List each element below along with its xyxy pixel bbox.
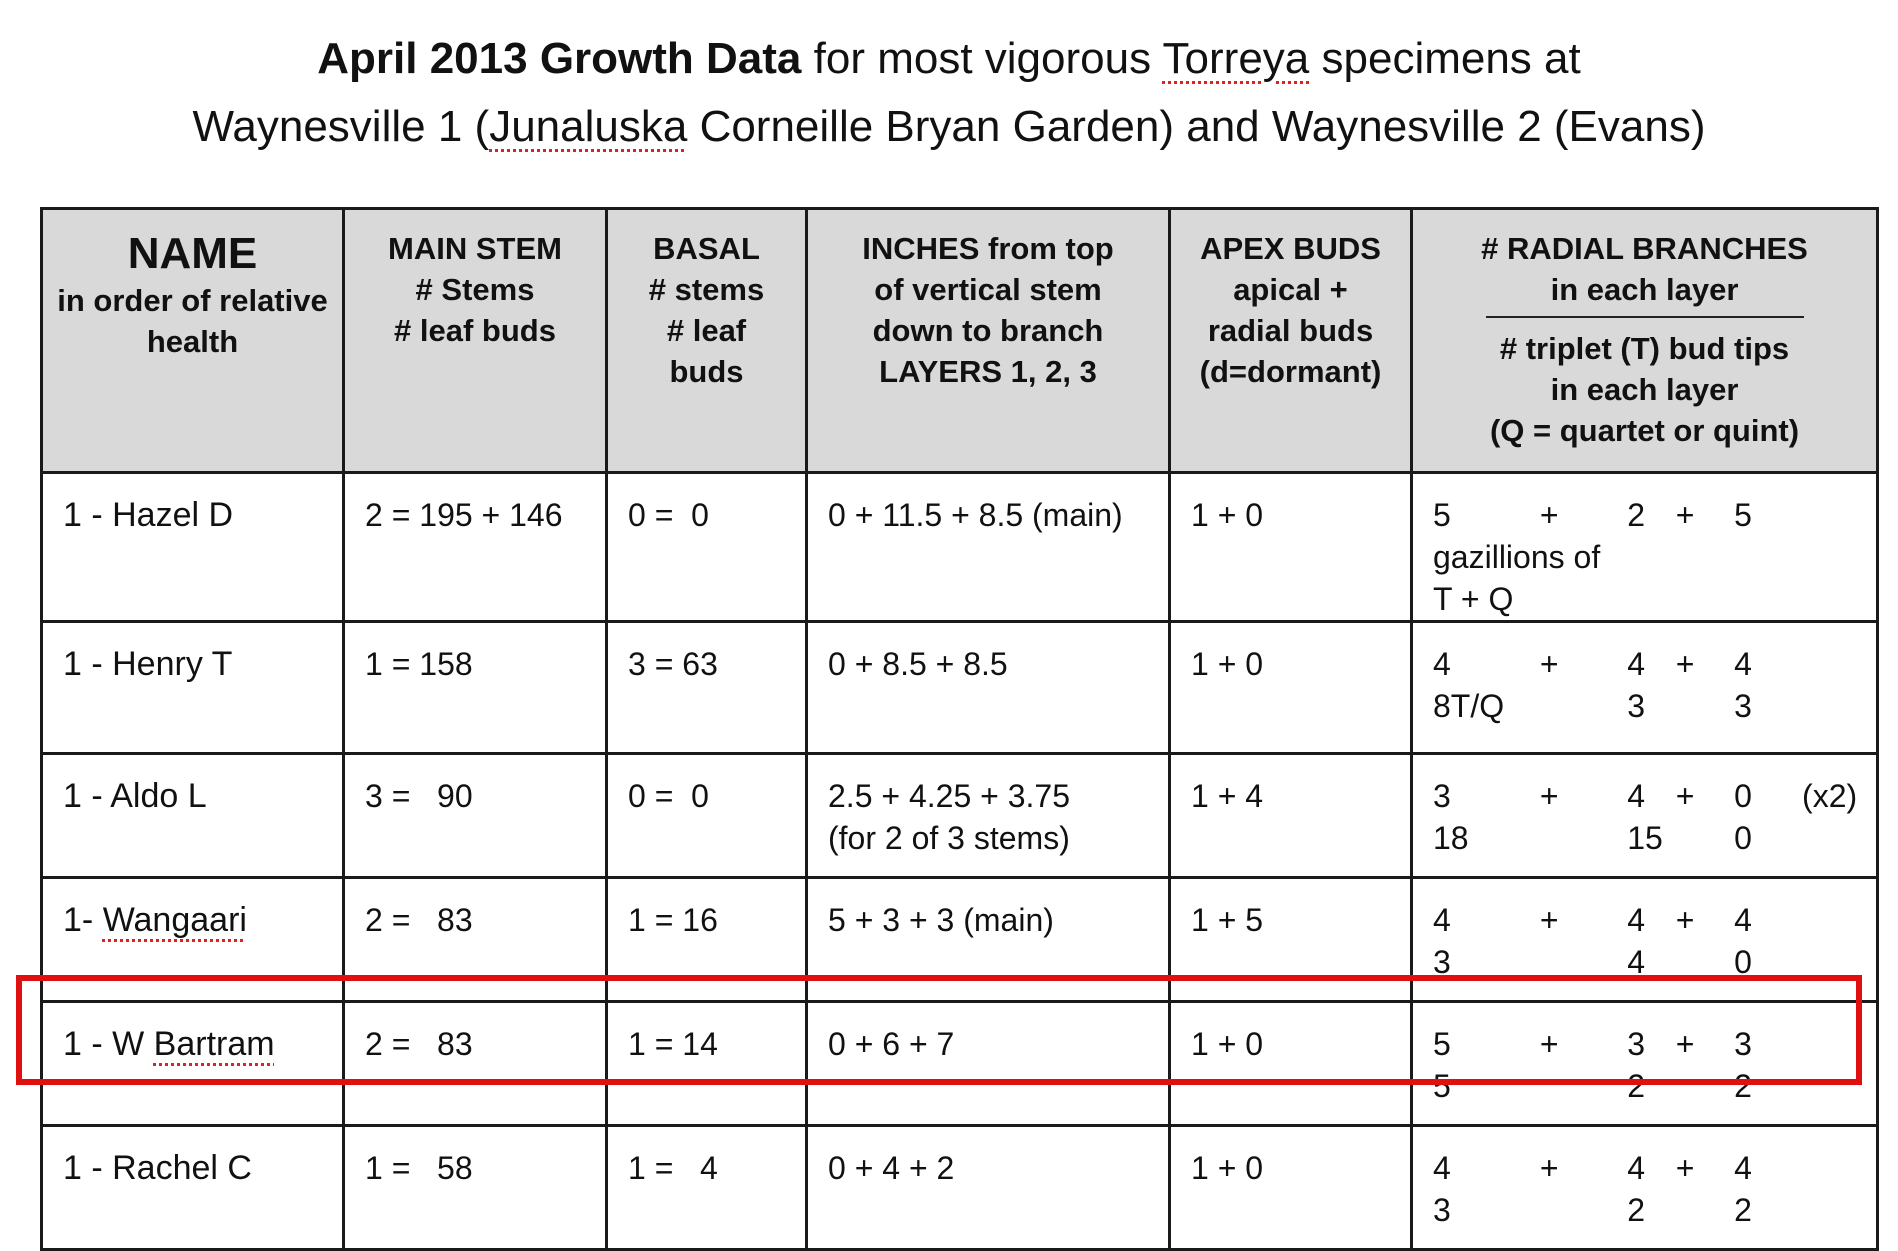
header-apex-buds: APEX BUDS apical + radial buds (d=dormant) <box>1170 209 1412 473</box>
table-row <box>42 1126 1878 1250</box>
highlight-box <box>16 975 1862 1085</box>
basal-cell: 3 = 63 <box>607 622 807 754</box>
radial-branches-cell <box>1412 1126 1878 1250</box>
bud-tip-line: 5 2 2 <box>1433 1068 1752 1104</box>
inches-cell: 2.5 + 4.25 + 3.75 (for 2 of 3 stems) <box>807 754 1170 878</box>
name-cell: 1 - Aldo L <box>42 754 344 878</box>
name-cell: 1 - Rachel C <box>42 1126 344 1250</box>
bud-tip-line: gazillions of T + Q <box>1433 539 1601 617</box>
table-row <box>42 473 1878 622</box>
basal-cell: 0 = 0 <box>607 473 807 622</box>
bud-tip-line: 3 2 2 <box>1433 1192 1752 1228</box>
name-cell: 1- Wangaari <box>42 878 344 1002</box>
title-line2-b: Corneille Bryan Garden) and Waynesville 2 (Evans) <box>699 102 1706 151</box>
apex-buds-cell: 1 + 0 <box>1170 1002 1412 1126</box>
inches-cell: 0 + 4 + 2 <box>807 1126 1170 1250</box>
bud-tip-line: 8T/Q 3 3 <box>1433 688 1752 724</box>
apex-buds-cell: 1 + 5 <box>1170 878 1412 1002</box>
header-inches: INCHES from top of vertical stem down to branch LAYERS 1, 2, 3 <box>807 209 1170 473</box>
branch-count-line: 4 + 4 + 4 <box>1433 646 1752 682</box>
main-stem-cell: 2 = 195 + 146 <box>344 473 607 622</box>
inches-cell: 5 + 3 + 3 (main) <box>807 878 1170 1002</box>
header-radial-branches: # RADIAL BRANCHES in each layer # triplet (T) bud tips in each layer (Q = quartet or quint) <box>1412 209 1878 473</box>
apex-buds-cell: 1 + 0 <box>1170 622 1412 754</box>
branch-count-line: 3 + 4 + 0 (x2) <box>1433 778 1858 814</box>
header-basal: BASAL # stems # leaf buds <box>607 209 807 473</box>
main-stem-cell: 2 = 83 <box>344 1002 607 1126</box>
name-cell: 1 - W Bartram <box>42 1002 344 1126</box>
basal-cell: 1 = 4 <box>607 1126 807 1250</box>
branch-count-line: 5 + 2 + 5 <box>1433 497 1752 533</box>
inches-cell: 0 + 11.5 + 8.5 (main) <box>807 473 1170 622</box>
branch-count-line: 4 + 4 + 4 <box>1433 1150 1752 1186</box>
table-row <box>42 754 1878 878</box>
branch-count-line: 5 + 3 + 3 <box>1433 1026 1752 1062</box>
bud-tip-line: 18 15 0 <box>1433 820 1752 856</box>
basal-cell: 0 = 0 <box>607 754 807 878</box>
main-stem-cell: 1 = 158 <box>344 622 607 754</box>
document-title-line-2 <box>0 102 1898 152</box>
main-stem-cell: 1 = 58 <box>344 1126 607 1250</box>
growth-data-table <box>40 207 1879 1251</box>
document-title-line-1 <box>0 34 1898 84</box>
radial-branches-cell <box>1412 622 1878 754</box>
bud-tip-line: 3 4 0 <box>1433 944 1752 980</box>
title-junaluska: Junaluska <box>489 102 688 151</box>
inches-cell: 0 + 8.5 + 8.5 <box>807 622 1170 754</box>
radial-branches-cell <box>1412 473 1878 622</box>
apex-buds-cell: 1 + 0 <box>1170 1126 1412 1250</box>
apex-buds-cell: 1 + 4 <box>1170 754 1412 878</box>
header-name: NAME in order of relative health <box>42 209 344 473</box>
name-cell: 1 - Henry T <box>42 622 344 754</box>
title-torreya: Torreya <box>1162 34 1310 83</box>
title-bold: April 2013 Growth Data <box>317 34 802 83</box>
title-line2-a: Waynesville 1 ( <box>192 102 490 151</box>
basal-cell: 1 = 14 <box>607 1002 807 1126</box>
header-divider <box>1486 316 1804 318</box>
header-row <box>42 209 1878 473</box>
title-text-end: specimens at <box>1321 34 1581 83</box>
main-stem-cell: 3 = 90 <box>344 754 607 878</box>
apex-buds-cell: 1 + 0 <box>1170 473 1412 622</box>
main-stem-cell: 2 = 83 <box>344 878 607 1002</box>
table-row <box>42 622 1878 754</box>
name-cell: 1 - Hazel D <box>42 473 344 622</box>
inches-cell: 0 + 6 + 7 <box>807 1002 1170 1126</box>
header-main-stem: MAIN STEM # Stems # leaf buds <box>344 209 607 473</box>
radial-branches-cell <box>1412 754 1878 878</box>
basal-cell: 1 = 16 <box>607 878 807 1002</box>
branch-count-line: 4 + 4 + 4 <box>1433 902 1752 938</box>
title-text: for most vigorous <box>813 34 1152 83</box>
